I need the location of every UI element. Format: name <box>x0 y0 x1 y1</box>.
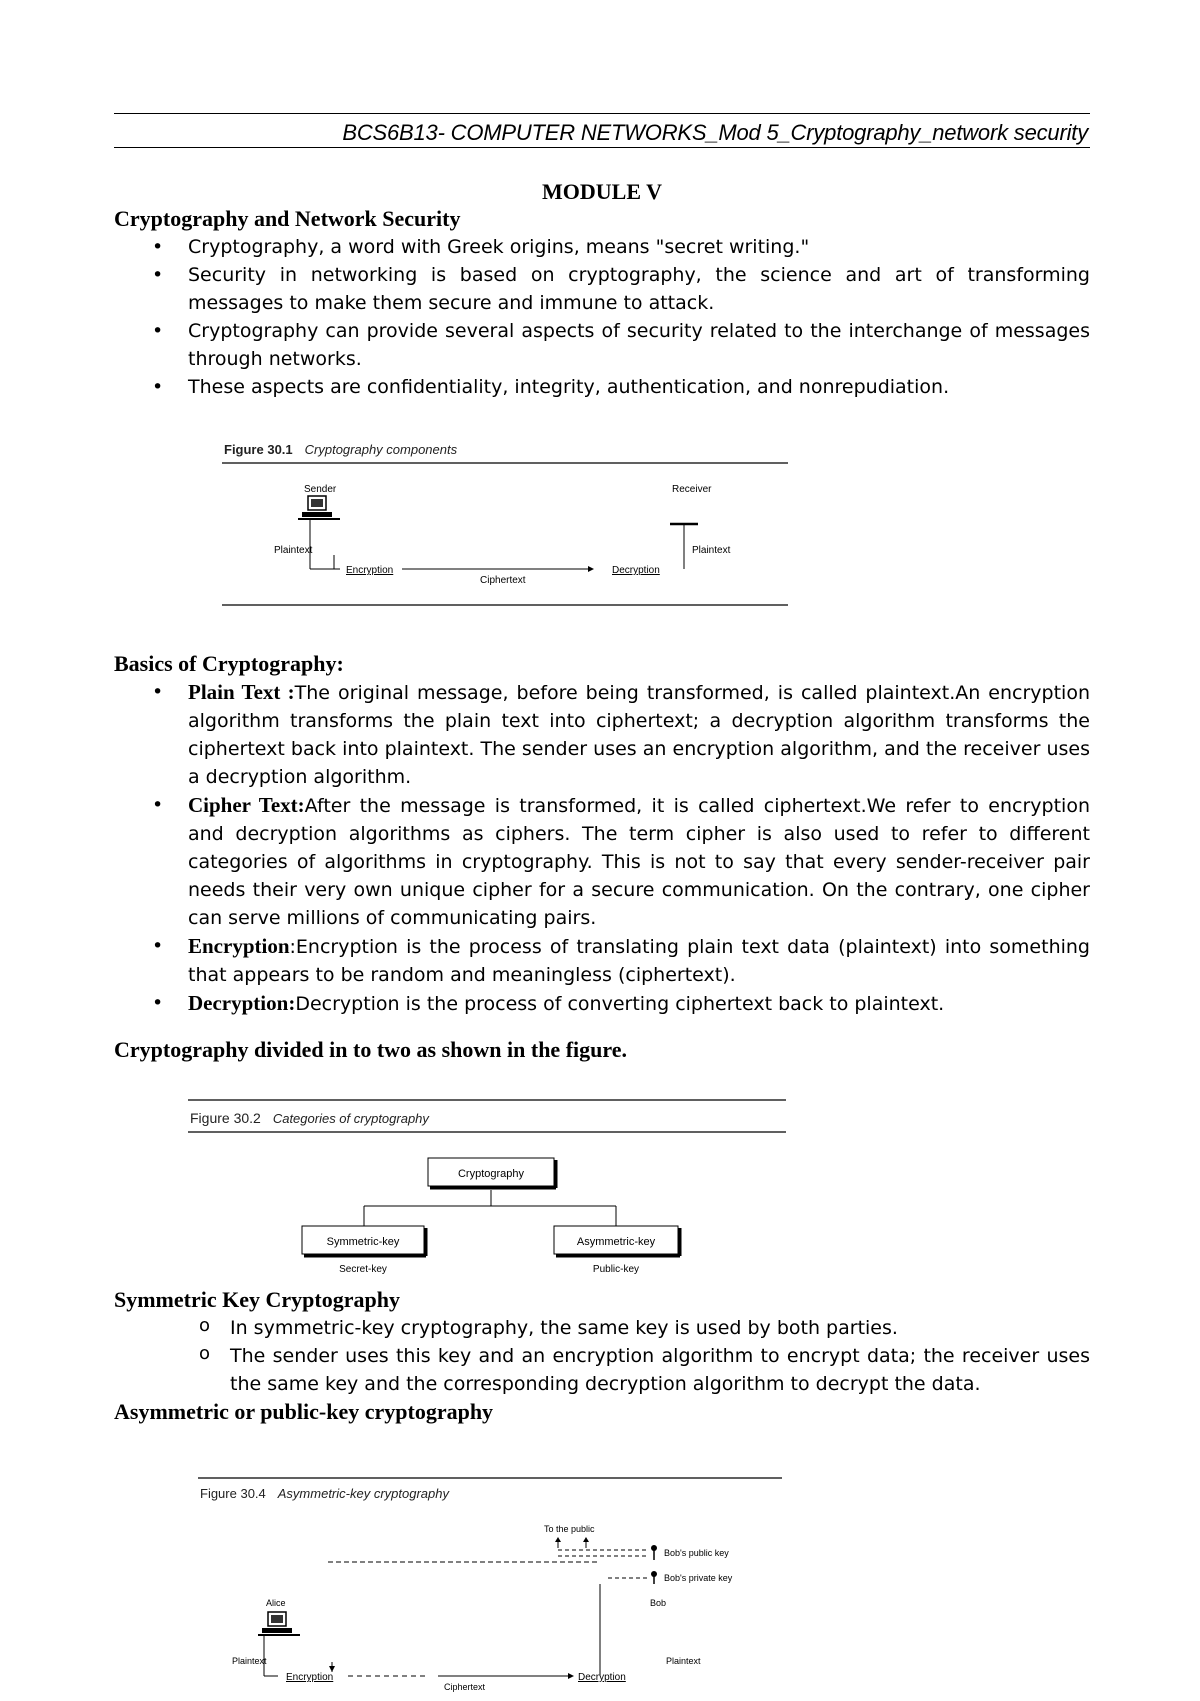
node-symmetric-key: Symmetric-key <box>326 1236 400 1248</box>
intro-bullet-list <box>114 233 1090 401</box>
list-item: • Cipher Text:After the message is transformed, it is called ciphertext.We refer to encryption and decryption algorithms as ciphers. The term cipher is also used to refer to different categories of algorithms in cryptography. This is not to say that every sender-receiver pair needs their very own unique cipher for a secure communication. On the contrary, one cipher can serve millions of communicating pairs. <box>114 791 1090 932</box>
asymmetric-diagram <box>198 1476 788 1696</box>
receiver-label: Receiver <box>672 484 712 495</box>
section-heading-divided: Cryptography divided in to two as shown in the figure. <box>114 1037 627 1062</box>
term-cipher-text: Cipher Text: <box>188 793 305 817</box>
alice-computer-icon <box>258 1612 300 1635</box>
figure-categories-of-cryptography <box>188 1096 788 1276</box>
basics-section <box>114 650 1090 1064</box>
ciphertext-label: Ciphertext <box>480 575 526 586</box>
node-secret-key: Secret-key <box>339 1264 387 1275</box>
term-encryption: Encryption <box>188 934 290 958</box>
header-top-rule <box>114 113 1090 114</box>
figure-number: Figure 30.2 <box>190 1110 261 1126</box>
plaintext-right-label: Plaintext <box>692 545 731 556</box>
encryption-label: Encryption <box>286 1672 334 1683</box>
bob-public-key-label: Bob's public key <box>664 1548 729 1558</box>
plaintext-left-label: Plaintext <box>232 1656 267 1666</box>
to-public-label: To the public <box>544 1524 595 1534</box>
figure-caption <box>190 1110 429 1126</box>
page-header: BCS6B13- COMPUTER NETWORKS_Mod 5_Cryptography_network security <box>342 120 1088 145</box>
list-item: • Cryptography, a word with Greek origins, means "secret writing." <box>114 233 1090 261</box>
figure-title: Asymmetric-key cryptography <box>277 1486 449 1501</box>
figure-asymmetric-key-cryptography <box>198 1476 788 1696</box>
section-heading-basics: Basics of Cryptography: <box>114 651 344 676</box>
symmetric-list <box>114 1314 1090 1398</box>
list-item: • Plain Text :The original message, before being transformed, is called plaintext.An encryption algorithm transforms the plain text into ciphertext; a decryption algorithm transforms the ciphertext back into plaintext. The sender uses an encryption algorithm, and the receiver uses a decryption algorithm. <box>114 678 1090 791</box>
list-item: • Encryption:Encryption is the process of translating plain text data (plaintext) into something that appears to be random and meaningless (ciphertext). <box>114 932 1090 989</box>
list-item: • These aspects are confidentiality, integrity, authentication, and nonrepudiation. <box>114 373 1090 401</box>
figure-number: Figure 30.1 <box>224 442 293 457</box>
bob-label: Bob <box>650 1598 667 1608</box>
alice-label: Alice <box>266 1598 286 1608</box>
plaintext-left-label: Plaintext <box>274 545 313 556</box>
figure-cryptography-components <box>222 436 788 606</box>
list-item: • Security in networking is based on cryptography, the science and art of transforming messages to make them secure and immune to attack. <box>114 261 1090 317</box>
term-decryption: Decryption: <box>188 991 296 1015</box>
decryption-label: Decryption <box>578 1672 626 1683</box>
basics-bullet-list <box>114 678 1090 1018</box>
node-public-key: Public-key <box>592 1264 640 1275</box>
figure-title: Cryptography components <box>304 442 458 457</box>
section-heading-asymmetric: Asymmetric or public-key cryptography <box>114 1399 494 1424</box>
term-plain-text: Plain Text : <box>188 680 295 704</box>
figure-title: Categories of cryptography <box>272 1111 429 1126</box>
figure-number: Figure 30.4 <box>200 1486 266 1501</box>
sender-computer-icon <box>298 496 340 519</box>
figure-caption <box>200 1486 449 1501</box>
section-heading-cryptography-network-security: Cryptography and Network Security <box>114 206 461 231</box>
list-item: • Decryption:Decryption is the process of converting ciphertext back to plaintext. <box>114 989 1090 1018</box>
key-icon <box>651 1545 657 1560</box>
bob-private-key-label: Bob's private key <box>664 1573 733 1583</box>
sender-label: Sender <box>304 484 337 495</box>
document-body <box>114 178 1090 401</box>
list-item: o The sender uses this key and an encryption algorithm to encrypt data; the receiver uses the same key and the corresponding decryption algorithm to decrypt the data. <box>114 1342 1090 1398</box>
components-diagram <box>222 436 788 606</box>
figure-caption <box>224 442 457 457</box>
list-item: o In symmetric-key cryptography, the same key is used by both parties. <box>114 1314 1090 1342</box>
header-bottom-rule <box>114 147 1090 148</box>
decryption-label: Decryption <box>612 565 660 576</box>
section-heading-symmetric: Symmetric Key Cryptography <box>114 1287 400 1312</box>
plaintext-right-label: Plaintext <box>666 1656 701 1666</box>
module-title: MODULE V <box>542 179 662 204</box>
key-icon <box>651 1571 657 1584</box>
node-asymmetric-key: Asymmetric-key <box>576 1236 656 1248</box>
encryption-label: Encryption <box>346 565 394 576</box>
root-node-cryptography: Cryptography <box>457 1168 525 1180</box>
symmetric-section <box>114 1286 1090 1426</box>
list-item: • Cryptography can provide several aspects of security related to the interchange of messages through networks. <box>114 317 1090 373</box>
ciphertext-label: Ciphertext <box>444 1682 486 1692</box>
